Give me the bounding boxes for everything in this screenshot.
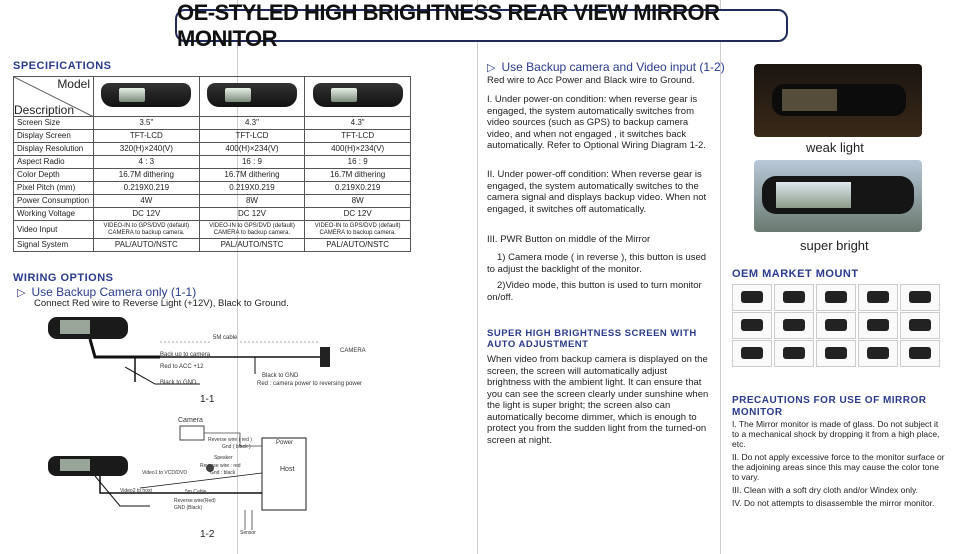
spec-row [14, 130, 411, 143]
specifications-heading: SPECIFICATIONS [13, 60, 112, 72]
mirror-screen [60, 320, 90, 334]
rev2-label-2: Reverse wire : red [200, 463, 241, 469]
spec-value: 3.5" [94, 117, 200, 130]
video2-label-2: Video2 to host [120, 488, 152, 494]
oem-mount-thumbnail [900, 284, 940, 311]
spec-label: Working Voltage [14, 208, 94, 221]
precautions-heading: PRECAUTIONS FOR USE OF MIRROR MONITOR [732, 395, 927, 418]
oem-heading: OEM MARKET MOUNT [732, 268, 859, 280]
spec-value: TFT-LCD [305, 130, 411, 143]
spec-row [14, 221, 411, 239]
gnd2-label-2: Gnd : black [210, 470, 236, 476]
wiring-sub1-text: Use Backup Camera only (1-1) [31, 285, 197, 299]
spec-value: 4W [94, 195, 200, 208]
spec-value: PAL/AUTO/NSTC [305, 239, 411, 252]
spec-label: Pixel Pitch (mm) [14, 182, 94, 195]
mid-p0: Red wire to Acc Power and Black wire to Ground. [487, 75, 695, 86]
oem-mount-thumbnail [816, 284, 856, 311]
rev-label-2: Reverse wire ( red ) [208, 437, 252, 443]
precaution-3: III. Clean with a soft dry cloth and/or Windex only. [732, 485, 918, 495]
gnd-label-1: Black to GND [262, 373, 299, 379]
spec-value: 4 : 3 [94, 156, 200, 169]
spec-value: 0.219X0.219 [199, 182, 305, 195]
black-label-1: Black to GND [160, 380, 197, 386]
oem-mount-thumbnail [732, 340, 772, 367]
brightness-heading: SUPER HIGH BRIGHTNESS SCREEN WITH AUTO ADJUSTMENT [487, 328, 697, 350]
gnd-label-2: Gnd ( black ) [222, 444, 251, 450]
host-label-2: Host [280, 466, 295, 473]
spec-label: Signal System [14, 239, 94, 252]
mid-p2: II. Under power-off condition: When reverse gear is engaged, the system automatically switches to the camera signal and displays backup video. When not engaged, it switches off automatically. [487, 169, 707, 215]
spec-value: DC 12V [94, 208, 200, 221]
power-label-2: Power [276, 440, 294, 446]
spec-row [14, 182, 411, 195]
oem-mount-thumbnail [774, 340, 814, 367]
spec-value: VIDEO-IN to GPS/DVD (default) CAMERA to backup camera. [199, 221, 305, 239]
spec-value: 8W [199, 195, 305, 208]
wiring-heading: WIRING OPTIONS [13, 272, 114, 284]
video1-label-2: Video1 to VCD/DVD [142, 470, 187, 476]
oem-mount-thumbnail [816, 312, 856, 339]
oem-mount-thumbnail [816, 340, 856, 367]
model-image-3 [305, 77, 411, 117]
spec-value: TFT-LCD [94, 130, 200, 143]
spec-label: Color Depth [14, 169, 94, 182]
spec-row [14, 143, 411, 156]
wiring-diagram-2 [40, 418, 320, 536]
description-label: Description [14, 103, 75, 117]
wiring-sub1: ▷ Use Backup Camera only (1-1) [17, 285, 197, 299]
spec-row [14, 239, 411, 252]
spec-row [14, 169, 411, 182]
spec-label: Screen Size [14, 117, 94, 130]
speaker-label-2: Speaker [214, 455, 233, 461]
red-camera-label-1: Red : camera power to reversing power [257, 381, 363, 387]
mid-p3: III. PWR Button on middle of the Mirror [487, 234, 651, 245]
spec-value: TFT-LCD [199, 130, 305, 143]
cable-label-1: 5M cable [213, 335, 238, 341]
spec-value: DC 12V [305, 208, 411, 221]
precaution-2: II. Do not apply excessive force to the monitor surface or the adjoining areas since this may cause the color tone to vary. [732, 452, 945, 482]
spec-label: Display Screen [14, 130, 94, 143]
spec-row [14, 156, 411, 169]
spec-value: VIDEO-IN to GPS/DVD (default) CAMERA to backup camera. [94, 221, 200, 239]
page-fold-2 [477, 0, 478, 554]
spec-value: PAL/AUTO/NSTC [199, 239, 305, 252]
page-fold-3 [720, 0, 721, 554]
camera-label-2: Camera [178, 417, 203, 424]
spec-label: Video Input [14, 221, 94, 239]
spec-value: 320(H)×240(V) [94, 143, 200, 156]
sensor-label-2: Sensor [240, 530, 256, 536]
spec-label: Display Resolution [14, 143, 94, 156]
revred-label-2: Reverse wire(Red) [174, 498, 216, 504]
oem-mount-thumbnail [774, 312, 814, 339]
spec-value: 16.7M dithering [94, 169, 200, 182]
spec-value: 16 : 9 [305, 156, 411, 169]
model-image-1 [94, 77, 200, 117]
super-bright-photo [754, 160, 922, 232]
spec-value: 0.219X0.219 [94, 182, 200, 195]
super-bright-caption: super bright [800, 238, 869, 253]
diagram-1-number: 1-1 [200, 394, 215, 405]
spec-value: 16.7M dithering [305, 169, 411, 182]
mid-p5: 2)Video mode, this button is used to turn monitor on/off. [487, 280, 702, 303]
diagram-2-number: 1-2 [200, 529, 215, 540]
spec-row [14, 117, 411, 130]
cable-label-2: 5m Cable [185, 489, 207, 495]
spec-value: VIDEO-IN to GPS/DVD (default) CAMERA to backup camera. [305, 221, 411, 239]
oem-mount-thumbnail [858, 312, 898, 339]
brightness-text: When video from backup camera is displayed on the screen, the screen will automatically adjust brightness with the ambient light. It can ensure that you can see the screen clearly under sunshine when the light is super bright; the screen also can automatically become dimmer, which is enough to protect you from the sudden light from the turned-on screen at night. [487, 354, 709, 446]
model-image-2 [199, 77, 305, 117]
mid-p4: 1) Camera mode ( in reverse ), this button is used to adjust the backlight of the monitor. [487, 252, 707, 275]
spec-value: 16 : 9 [199, 156, 305, 169]
oem-mount-thumbnail [732, 312, 772, 339]
red-label-1: Red to ACC +12 [160, 364, 204, 370]
spec-value: 16.7M dithering [199, 169, 305, 182]
specifications-table [13, 76, 411, 252]
spec-label: Power Consumption [14, 195, 94, 208]
spec-value: 8W [305, 195, 411, 208]
wiring-sub2-text: Use Backup camera and Video input (1-2) [501, 60, 725, 74]
wiring-sub1-instructions: Connect Red wire to Reverse Light (+12V), Black to Ground. [34, 298, 289, 309]
oem-mount-thumbnail [900, 340, 940, 367]
spec-label: Aspect Radio [14, 156, 94, 169]
weak-light-caption: weak light [806, 140, 864, 155]
spec-value: 400(H)×234(V) [199, 143, 305, 156]
page-title: OE-STYLED HIGH BRIGHTNESS REAR VIEW MIRROR MONITOR [177, 0, 720, 51]
spec-value: PAL/AUTO/NSTC [94, 239, 200, 252]
precaution-4: IV. Do not attempts to disassemble the mirror monitor. [732, 498, 935, 508]
camera-label-1: CAMERA [340, 348, 366, 354]
spec-value: 4.3" [305, 117, 411, 130]
gndblk-label-2: GND (Black) [174, 505, 203, 511]
oem-mount-thumbnail [858, 284, 898, 311]
spec-value: DC 12V [199, 208, 305, 221]
mid-p1: I. Under power-on condition: when reverse gear is engaged, the system automatically switches from video sources (such as GPS) to backup camera video, and when not engaged , it switches back automatically. Refer to Optional Wiring Diagram 1-2. [487, 94, 706, 151]
weak-light-photo [754, 64, 922, 137]
wiring-sub2: ▷ Use Backup camera and Video input (1-2) [487, 60, 725, 74]
back-label-1: Back up to camera [160, 352, 211, 358]
spec-row [14, 208, 411, 221]
spec-value: 400(H)×234(V) [305, 143, 411, 156]
oem-mount-thumbnail [858, 340, 898, 367]
spec-row [14, 195, 411, 208]
spec-value: 0.219X0.219 [305, 182, 411, 195]
precaution-1: I. The Mirror monitor is made of glass. Do not subject it to a mechanical shock by dropping it from a high place, etc. [732, 419, 940, 449]
oem-mount-thumbnail [900, 312, 940, 339]
spec-value: 4.3" [199, 117, 305, 130]
model-label: Model [57, 77, 90, 91]
table-corner-cell [14, 77, 94, 117]
title-banner [175, 0, 788, 51]
oem-mount-thumbnail [732, 284, 772, 311]
oem-mount-thumbnail [774, 284, 814, 311]
